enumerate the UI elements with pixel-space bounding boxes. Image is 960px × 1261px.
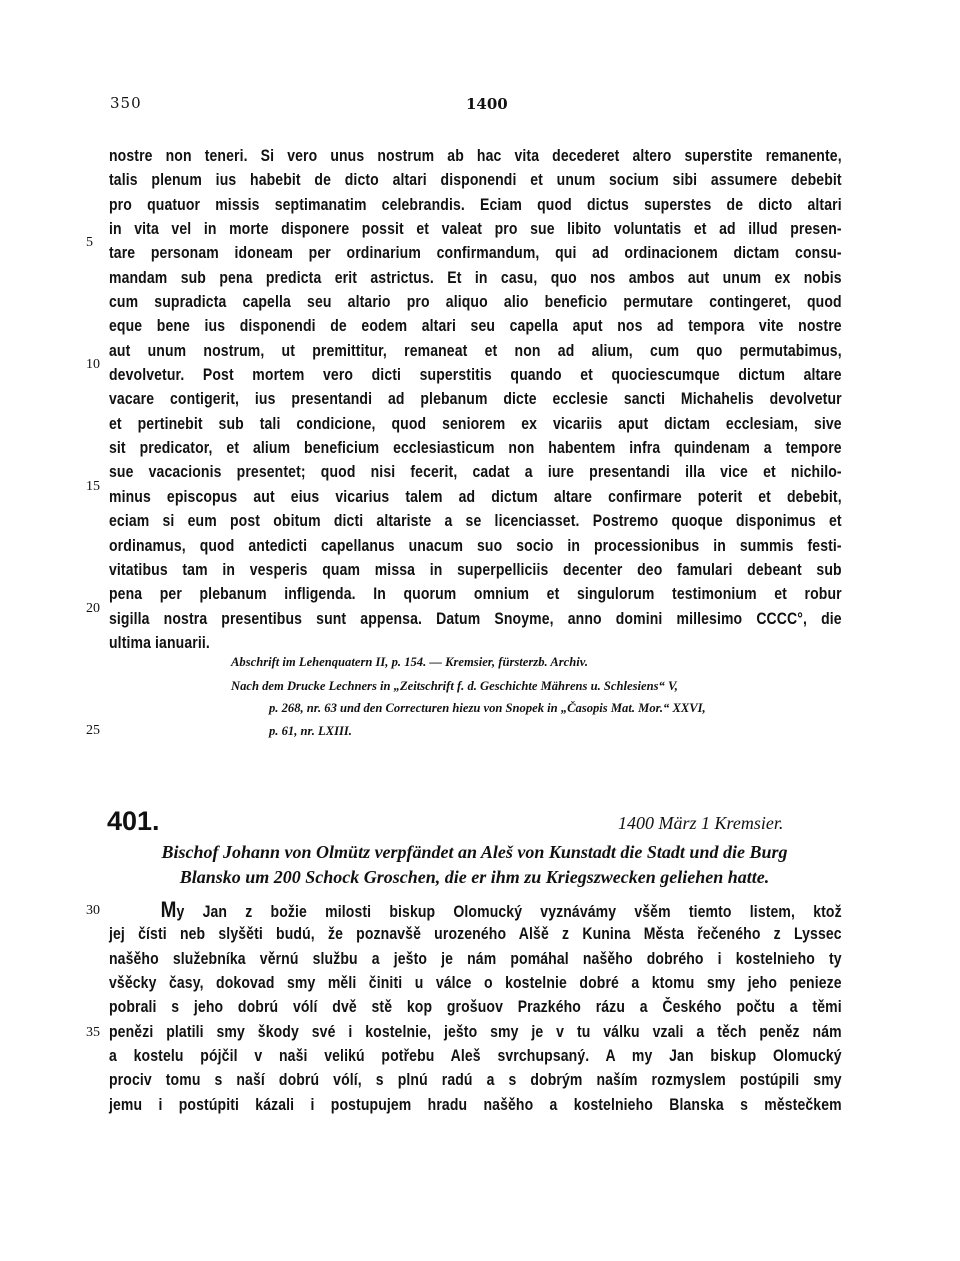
text-line: jej čísti neb slyšěti budú, že poznavšě urozeného Alšě z Kunina Města řečeného z Lyssec (109, 925, 842, 944)
text-line: sue vacacionis presentet; quod nisi fecerit, cadat a iure presentandi illa vice et nichilo- (109, 463, 842, 482)
source-note: p. 61, nr. LXIII. (269, 724, 352, 738)
text-line: cum supradicta capella seu altario pro aliquo alio beneficio permutare contingeret, quod (109, 293, 842, 312)
text-line: tare personam idoneam per ordinarium confirmandum, qui ad ordinacionem dictam consu- (109, 244, 842, 263)
regest-line: Blansko um 200 Schock Groschen, die er ihm zu Kriegszwecken geliehen hatte. (179, 867, 770, 887)
line-number: 25 (86, 723, 100, 738)
text-line: a kostelu pójčil v naši velikú potřebu Aleš svrchupsaný. A my Jan biskup Olomucký (109, 1047, 842, 1066)
text-line: pro quatuor missis septimanatim celebrandis. Eciam quod dictus superstes de dicto altari (109, 195, 842, 214)
source-note: Nach dem Drucke Lechners in „Zeitschrift f. d. Geschichte Mährens u. Schlesiens“ V, (231, 679, 678, 693)
text-line: pena per plebanum infligenda. In quorum omnium et singulorum testimonium et robur (109, 585, 842, 604)
text-line: aut unum nostrum, ut premittitur, remaneat et non ad alium, cum quo permutabimus, (109, 341, 842, 360)
text-line: ordinamus, quod antedicti capellanus unacum suo socio in processionibus in summis festi- (109, 536, 842, 555)
initial-letter: M (160, 897, 177, 922)
text-line: eque bene ius disponendi de eodem altari seu capella aput nos ad tempora vite nostre (109, 317, 842, 336)
line-number: 10 (86, 357, 100, 372)
charter-text-401 (109, 898, 842, 1117)
line-number: 15 (86, 479, 100, 494)
text-line: vacare contigerit, ius presentandi ad plebanum dicte ecclesie sancti Michahelis devolvetur (109, 390, 842, 409)
text-line: talis plenum ius habebit de dicto altari disponendi et unum socium sibi assumere debebit (109, 171, 842, 190)
text-line: prociv tomu s naší dobrú vólí, s plnú radú a s dobrým naším rozmyslem postúpili smy (109, 1071, 842, 1090)
text-line: našěho služebníka věrnú službu a ješto je nám pomáhal našěho dobrého i kostelnieho ty (109, 949, 842, 968)
text-line: nostre non teneri. Si vero unus nostrum ab hac vita decederet altero superstite remanente, (109, 147, 842, 165)
text-line: et pertinebit sub tali condicione, quod seniorem ex vicariis aput dictam ecclesiam, sive (109, 414, 842, 433)
text-line: in vita vel in morte disponere possit et valeat pro sue libito voluntatis et ad illud presen- (109, 220, 842, 239)
text-line: devolvetur. Post mortem vero dicti superstitis quando et quociescumque dictum altare (109, 366, 842, 385)
line-number: 5 (86, 235, 93, 250)
text-line: ultima ianuarii. (109, 633, 210, 652)
page-number: 350 (110, 94, 142, 112)
text-line: minus episcopus aut eius vicarius talem ad dictum altare confirmare poterit et debebit, (109, 487, 842, 506)
running-header-year: 1400 (466, 95, 508, 113)
document-date-place: 1400 März 1 Kremsier. (618, 813, 784, 833)
text-line: penězi platili smy škody své i kostelnie, ješto smy je v tu válku vzali a těch peněz nám (109, 1022, 842, 1041)
document-number: 401. (107, 806, 160, 836)
text-line: mandam sub pena predicta erit astrictus. Et in casu, quo nos ambos aut unum ex nobis (109, 268, 842, 287)
line-number: 30 (86, 903, 100, 918)
first-line-text: y Jan z božie milosti biskup Olomucký vyznávámy všěm tiemto listem, ktož (176, 903, 842, 921)
text-line: eciam si eum post obitum dicti altariste a se licenciasset. Postremo quoque disponimus et (109, 512, 842, 531)
text-line: vitatibus tam in vesperis quam missa in superpelliciis decenter deo famulari debeant sub (109, 560, 842, 579)
line-number: 20 (86, 601, 100, 616)
text-line: pobrali s jeho dobrú vólí dvě stě kop grošuov Prazkého rázu a Českého počtu a těmi (109, 998, 842, 1017)
text-line: sigilla nostra presentibus sunt appensa. Datum Snoyme, anno domini millesimo CCCC°, die (109, 609, 842, 628)
line-number: 35 (86, 1025, 100, 1040)
charter-text-400 (109, 144, 842, 655)
text-line: sit predicator, et alium beneficium ecclesiasticum non habentem infra quindenam a tempore (109, 439, 842, 458)
source-note: p. 268, nr. 63 und den Correcturen hiezu von Snopek in „Časopis Mat. Mor.“ XXVI, (269, 701, 706, 715)
text-line: jemu i postúpiti kázali i postupujem hradu našěho a kostelnieho Blanska s městečkem (109, 1095, 842, 1114)
regest-line: Bischof Johann von Olmütz verpfändet an Aleš von Kunstadt die Stadt und die Burg (161, 842, 788, 862)
text-line-first (109, 898, 842, 922)
text-line: všěcky časy, dokovad smy měli činiti u válce o kostelnie dobré a ktomu smy jeho penieze (109, 974, 842, 993)
source-note: Abschrift im Lehenquatern II, p. 154. — Kremsier, fürsterzb. Archiv. (231, 655, 588, 669)
